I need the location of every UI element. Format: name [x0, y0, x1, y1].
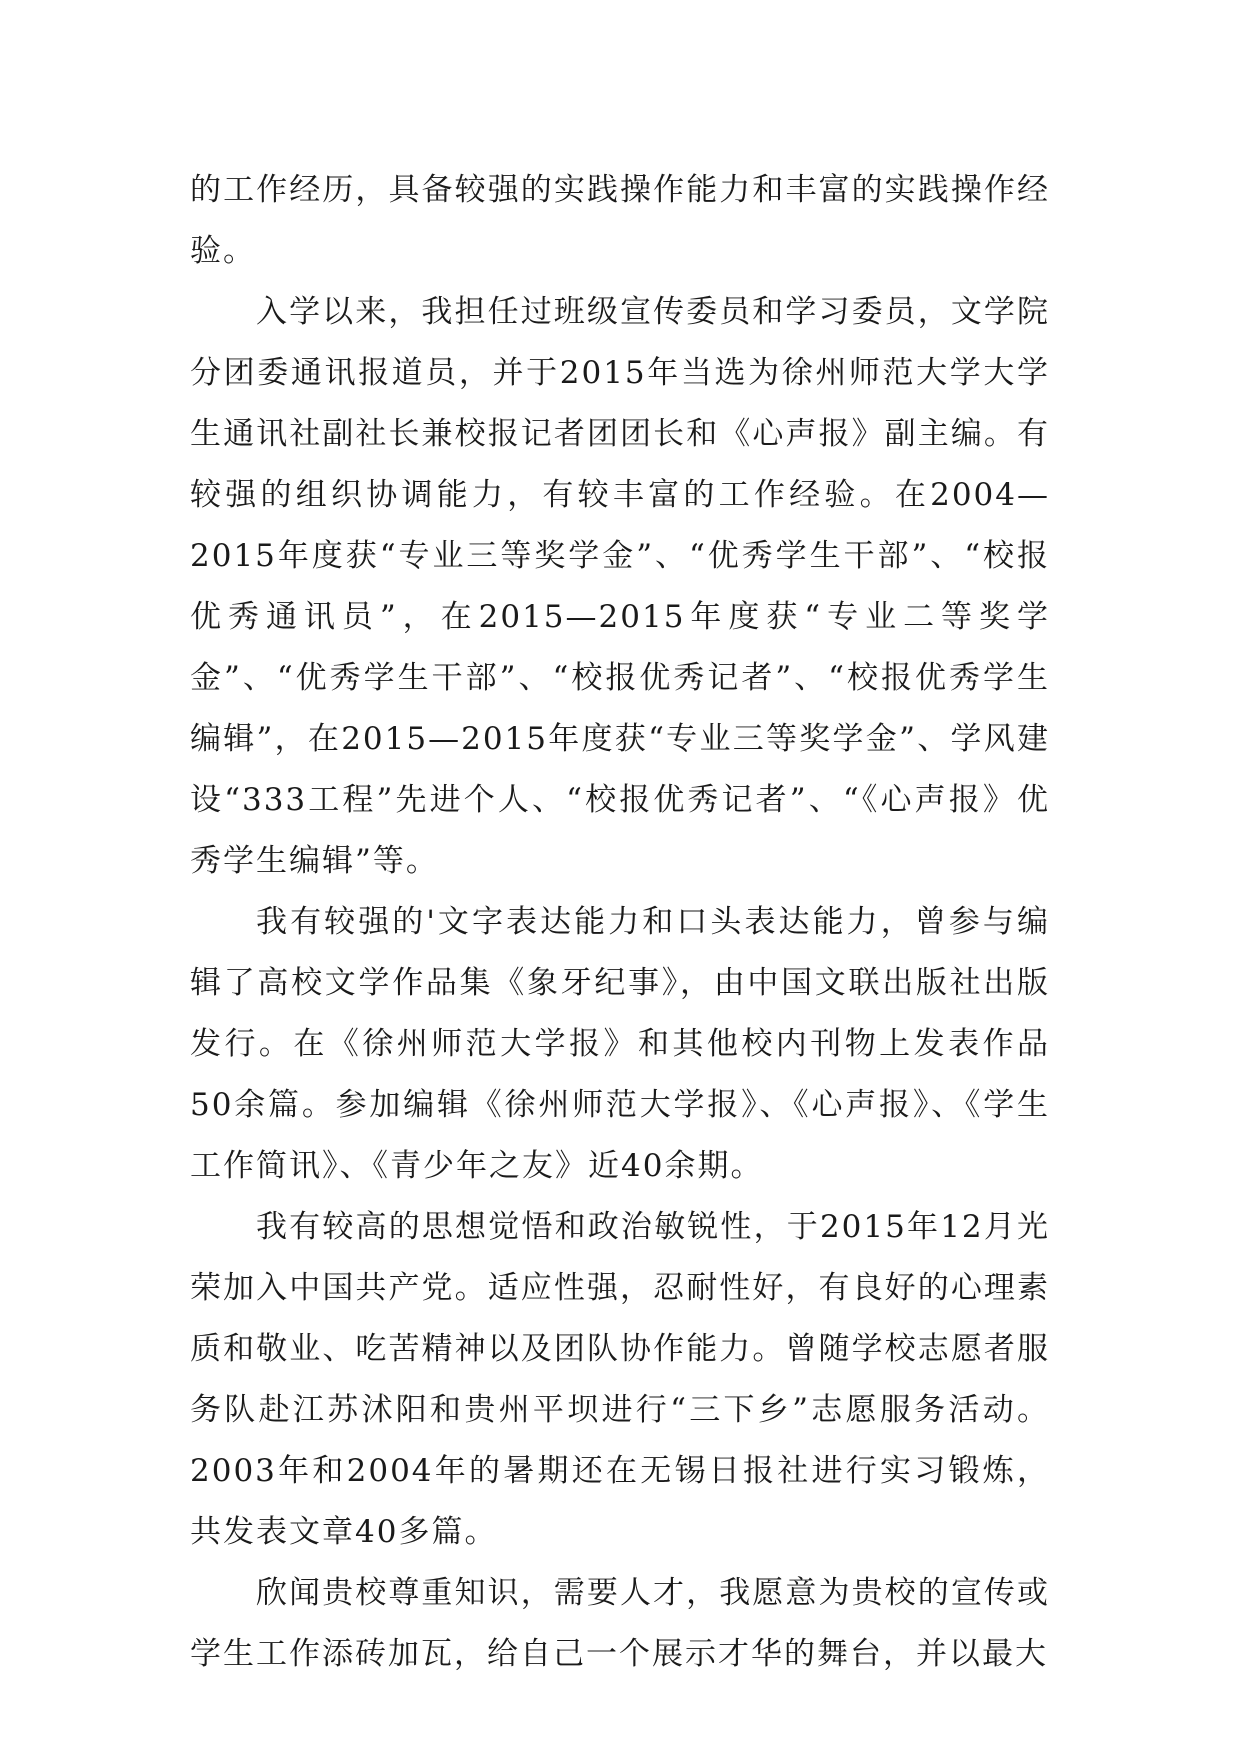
- paragraph-5: 欣闻贵校尊重知识，需要人才，我愿意为贵校的宣传或学生工作添砖加瓦，给自己一个展示才华的舞台，并以最大: [190, 1575, 1050, 1672]
- paragraph-3: 我有较强的'文字表达能力和口头表达能力，曾参与编辑了高校文学作品集《象牙纪事》，由中国文联出版社出版发行。在《徐州师范大学报》和其他校内刊物上发表作品50余篇。参加编辑《徐州师范大学报》、《心声报》、《学生工作简讯》、《青少年之友》近40余期。: [190, 904, 1050, 1184]
- paragraph-4: 我有较高的思想觉悟和政治敏锐性，于2015年12月光荣加入中国共产党。适应性强，忍耐性好，有良好的心理素质和敬业、吃苦精神以及团队协作能力。曾随学校志愿者服务队赴江苏沭阳和贵州平坝进行“三下乡”志愿服务活动。2003年和2004年的暑期还在无锡日报社进行实习锻炼，共发表文章40多篇。: [190, 1209, 1050, 1550]
- document-body: [190, 160, 1050, 1685]
- paragraph-1: 的工作经历，具备较强的实践操作能力和丰富的实践操作经验。: [190, 172, 1050, 269]
- paragraph-2: 入学以来，我担任过班级宣传委员和学习委员，文学院分团委通讯报道员，并于2015年当选为徐州师范大学大学生通讯社副社长兼校报记者团团长和《心声报》副主编。有较强的组织协调能力，有较丰富的工作经验。在2004—2015年度获“专业三等奖学金”、“优秀学生干部”、“校报优秀通讯员”，在2015—2015年度获“专业二等奖学金”、“优秀学生干部”、“校报优秀记者”、“校报优秀学生编辑”，在2015—2015年度获“专业三等奖学金”、学风建设“333工程”先进个人、“校报优秀记者”、“《心声报》优秀学生编辑”等。: [190, 294, 1050, 879]
